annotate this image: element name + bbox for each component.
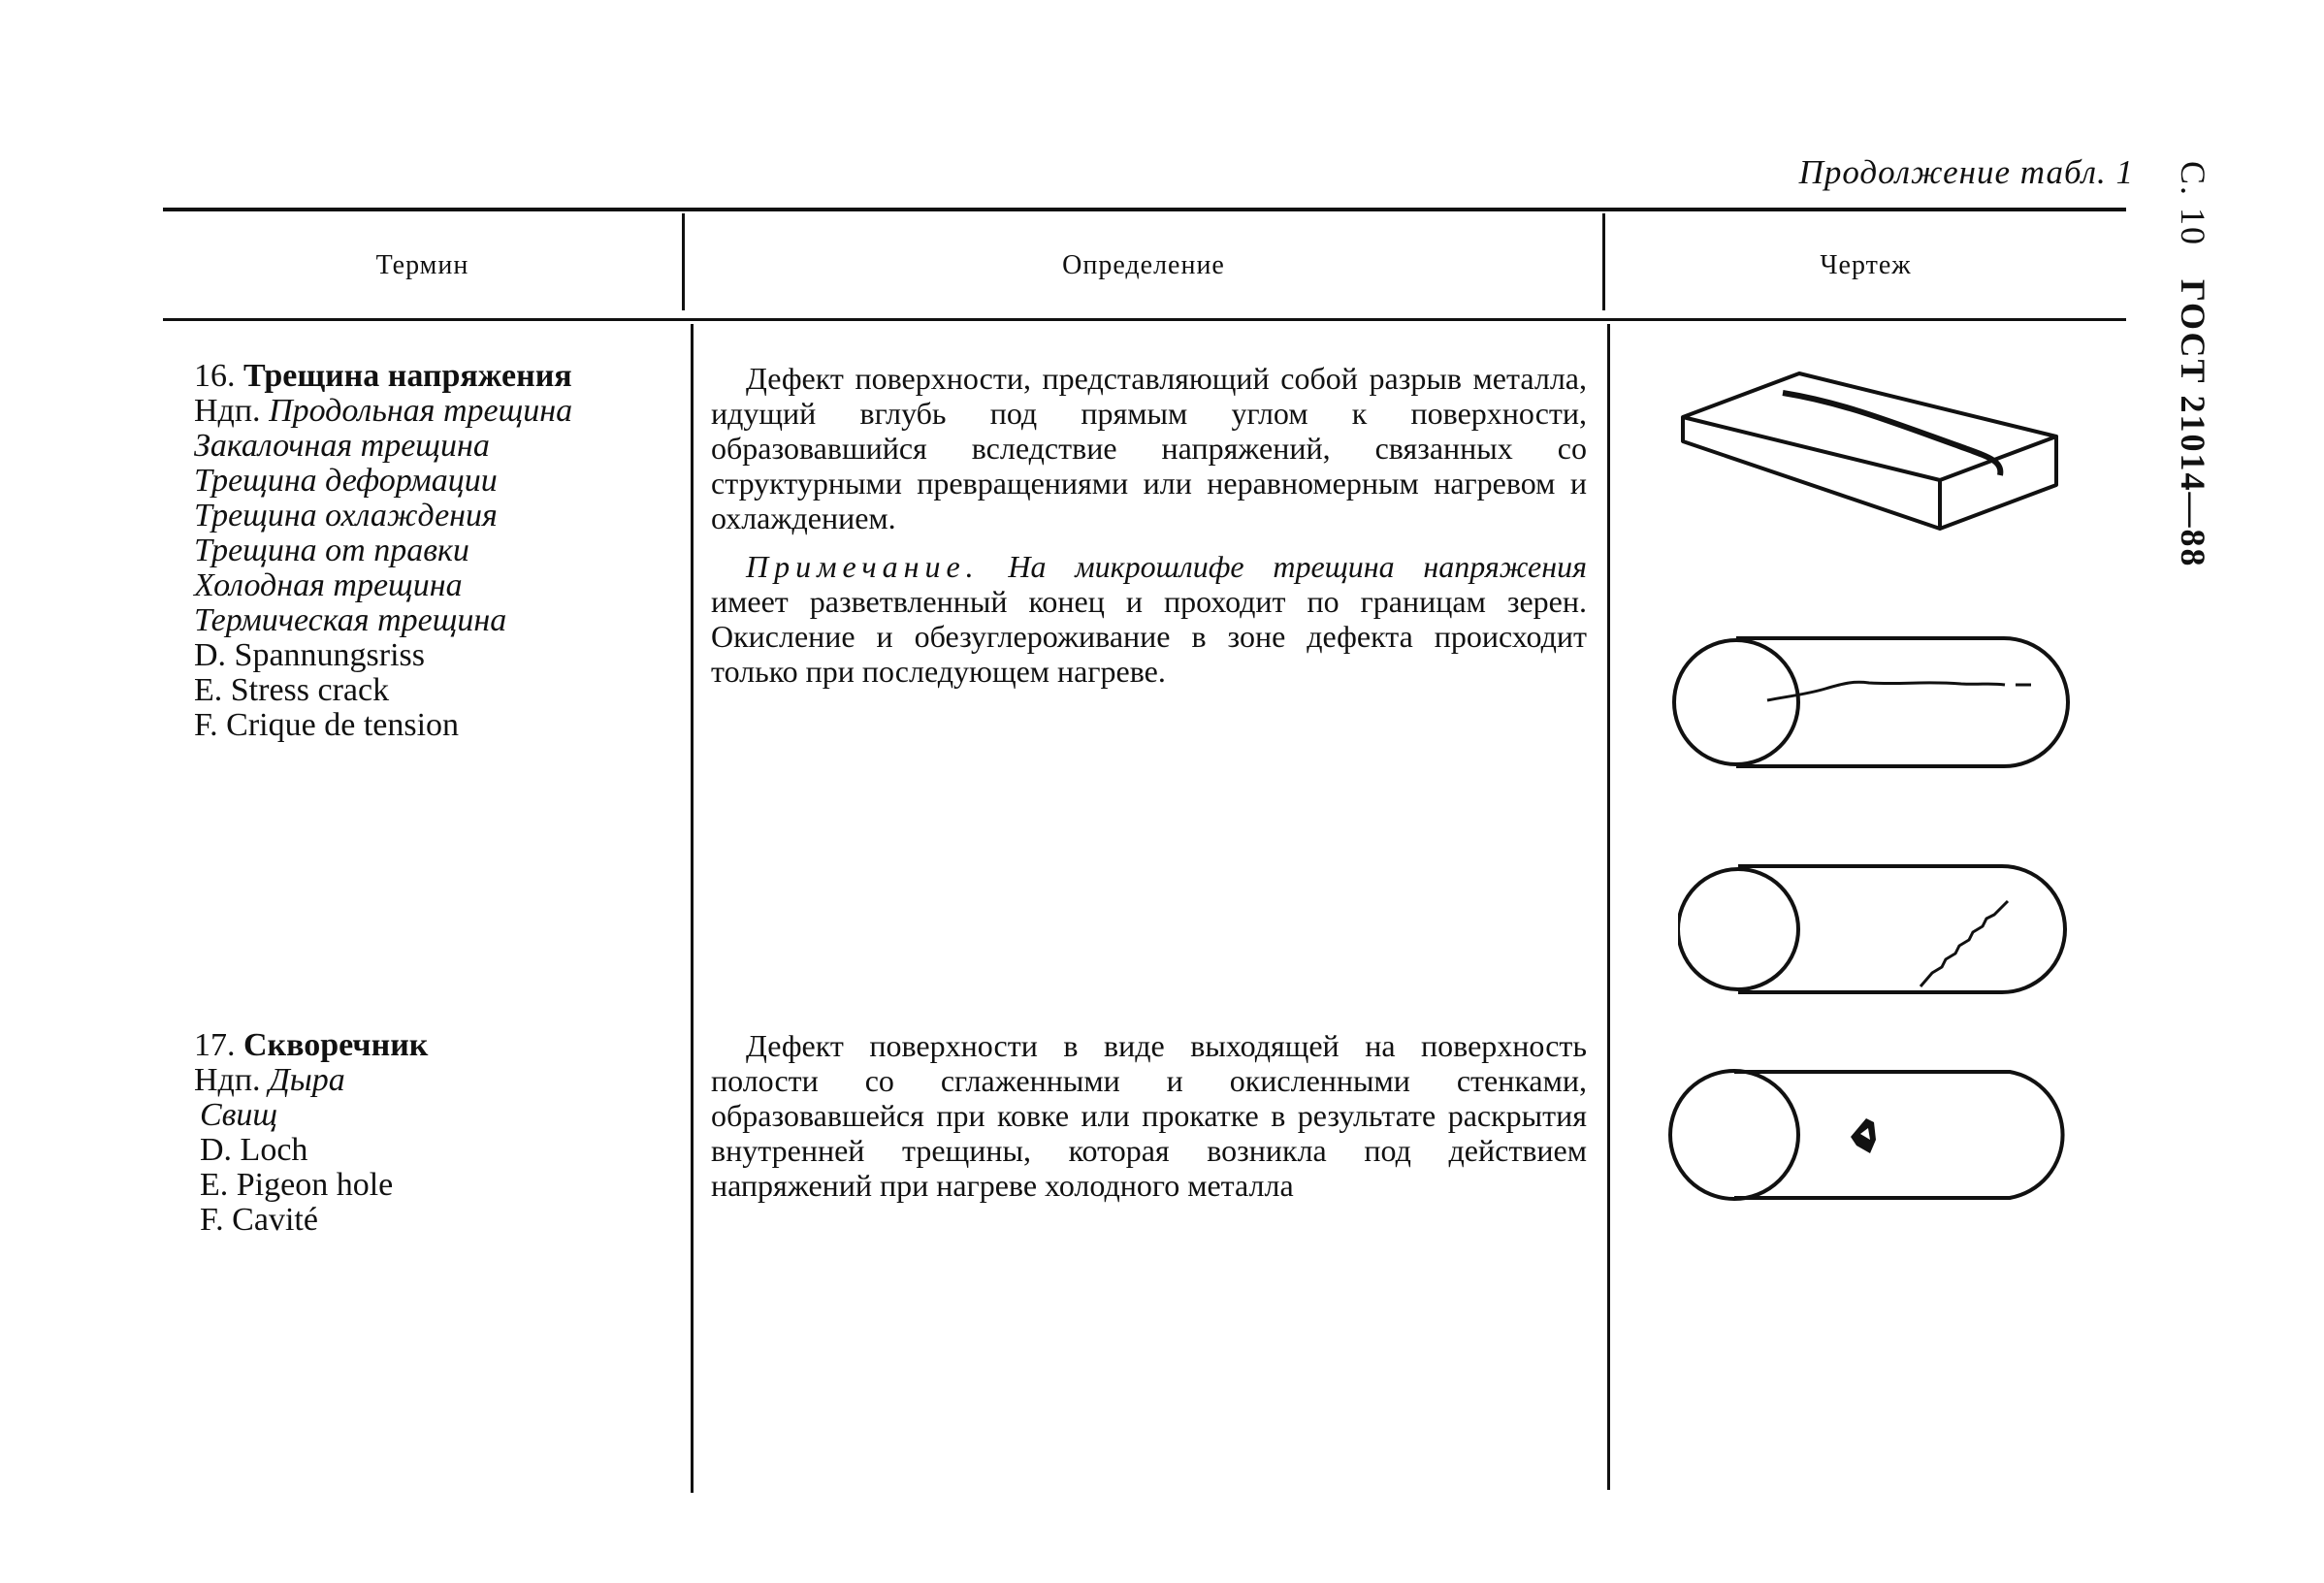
foreign-term-en: E. Stress crack [194, 672, 390, 708]
page-side-label [2165, 161, 2213, 743]
table-header-rule [163, 318, 2126, 321]
ndp-prefix: Ндп. [194, 1062, 261, 1098]
synonym: Продольная трещина [269, 393, 573, 429]
cylinder-diagonal-crack-figure [1678, 858, 2085, 1004]
synonym: Трещина охлаждения [194, 498, 498, 533]
definition-text: Дефект поверхности, представляющий собой разрыв металла, идущий вглубь под прямым углом к поверхности, образовавшийся вследствие напряжений, связанных со структурными превращениями или неравномерным нагревом и охлаждением. [711, 361, 1587, 535]
synonym: Холодная трещина [194, 567, 463, 603]
term-cell-17 [194, 1028, 660, 1238]
table-continuation-label: Продолжение табл. 1 [1798, 153, 2134, 191]
block-with-crack-figure [1668, 364, 2076, 548]
definition-cell-16 [711, 361, 1587, 689]
term-title: Трещина напряжения [243, 358, 572, 394]
term-number: 17. [194, 1027, 236, 1063]
column-header-drawing: Чертеж [1820, 250, 1912, 280]
foreign-term-de: D. Spannungsriss [194, 637, 426, 673]
term-title: Скворечник [243, 1027, 429, 1063]
synonym: Трещина деформации [194, 463, 498, 499]
ndp-prefix: Ндп. [194, 393, 261, 429]
definition-cell-17 [711, 1028, 1587, 1203]
synonym: Закалочная трещина [194, 428, 490, 464]
column-header-term: Термин [375, 250, 469, 280]
foreign-term-de: D. Loch [200, 1132, 308, 1168]
column-divider-1-body [691, 324, 694, 1493]
column-divider-2-body [1607, 324, 1610, 1490]
foreign-term-en: E. Pigeon hole [200, 1167, 394, 1203]
note-text: имеет разветвленный конец и проходит по границам зерен. Окисление и обезуглероживание в зоне дефекта происходит только при последующем нагреве. [711, 584, 1587, 689]
cylinder-cavity-figure [1666, 1064, 2083, 1210]
foreign-term-fr: F. Cavité [200, 1202, 318, 1238]
note-label: Примечание. [746, 549, 980, 584]
note-italic-text: На микрошлифе трещина напряжения [1008, 549, 1588, 584]
definition-text: Дефект поверхности в виде выходящей на поверхность полости со сглаженными и окисленными стенками, образовавшейся при ковке или прокатке в результате раскрытия внутренней трещины, которая возникла под действием напряжений при нагреве холодного металла [711, 1028, 1587, 1203]
synonym: Дыра [269, 1062, 345, 1098]
term-number: 16. [194, 358, 236, 394]
standard-code: ГОСТ 21014—88 [2174, 279, 2212, 568]
synonym: Трещина от правки [194, 533, 469, 568]
foreign-term-fr: F. Crique de tension [194, 707, 460, 743]
cylinder-longitudinal-crack-figure [1670, 630, 2078, 776]
synonym: Термическая трещина [194, 602, 507, 638]
column-header-definition: Определение [1062, 250, 1225, 280]
synonym: Свищ [200, 1097, 278, 1133]
term-cell-16 [194, 359, 660, 743]
table-top-rule [163, 208, 2126, 211]
definition-note [711, 549, 1587, 689]
page-number: С. 10 [2174, 161, 2212, 247]
